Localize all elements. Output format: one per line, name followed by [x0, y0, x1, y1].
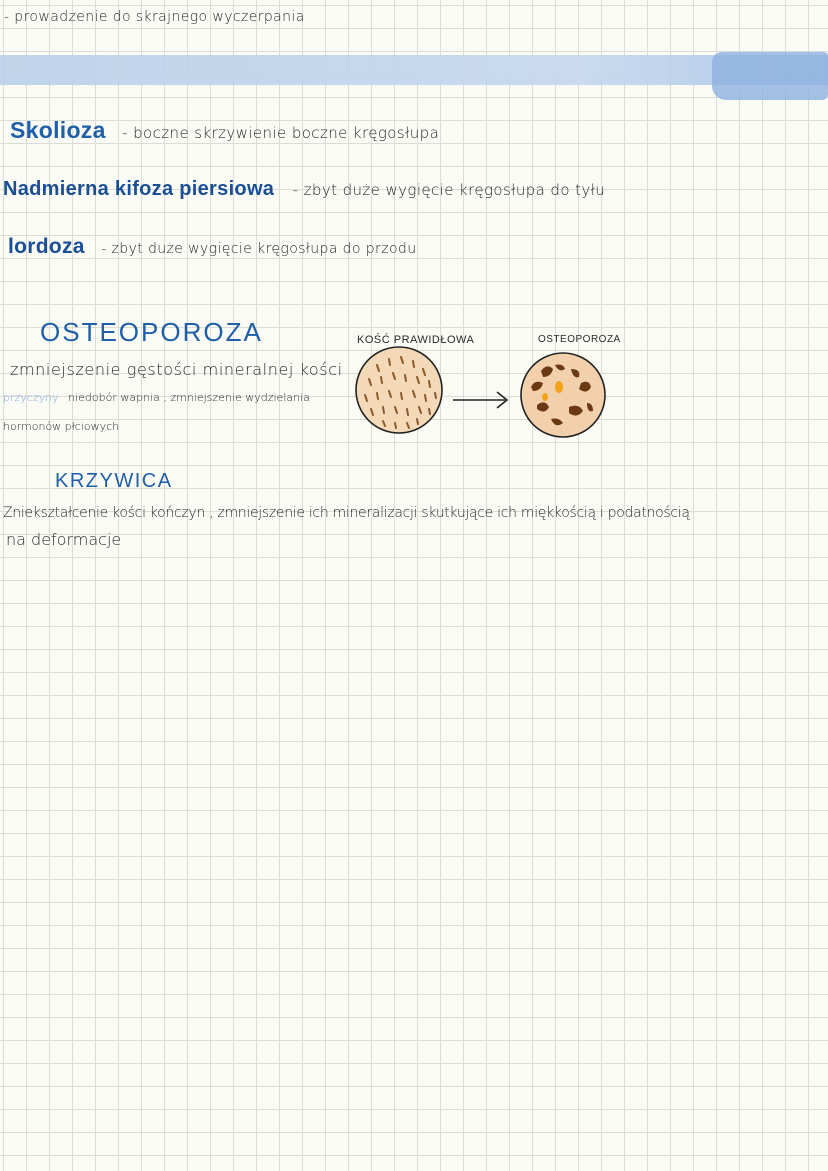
term-kyphosis: Nadmierna kifoza piersiowa: [3, 178, 275, 200]
osteoporosis-bone-label: OSTEOPOROZA: [538, 334, 621, 345]
highlighter-band: [0, 55, 828, 85]
definition-lordosis: - zbyt duże wygięcie kręgosłupa do przodu: [101, 241, 417, 257]
highlighter-end-mark: [712, 52, 828, 100]
osteoporotic-bone-illustration: [521, 353, 605, 437]
definition-scoliosis: - boczne skrzywienie boczne kręgosłupa: [122, 124, 440, 142]
bone-comparison-diagram: [355, 345, 615, 440]
osteoporosis-title: OSTEOPOROZA: [40, 317, 263, 347]
rickets-definition-line1: Zniekształcenie kości kończyn , zmniejszenie ich mineralizacji skutkujące ich miękkością i podatnością: [3, 505, 690, 521]
causes-text: niedobór wapnia , zmniejszenie wydzielania: [68, 391, 310, 404]
causes-label: przyczyny: [3, 391, 59, 404]
normal-bone-label: KOŚĆ PRAWIDŁOWA: [357, 334, 475, 346]
term-row-kyphosis: [3, 178, 605, 201]
normal-bone-illustration: [356, 347, 442, 433]
osteoporosis-causes: [3, 391, 310, 404]
term-row-lordosis: [8, 235, 416, 259]
term-row-scoliosis: [10, 117, 439, 144]
arrow-icon: [453, 392, 507, 408]
definition-kyphosis: - zbyt duże wygięcie kręgosłupa do tyłu: [292, 181, 606, 199]
rickets-definition-line2: na deformacje: [6, 530, 122, 549]
rickets-title: KRZYWICA: [55, 470, 173, 492]
term-scoliosis: Skolioza: [10, 117, 106, 143]
osteoporosis-definition: zmniejszenie gęstości mineralnej kości: [10, 360, 343, 379]
top-line: - prowadzenie do skrajnego wyczerpania: [4, 9, 305, 25]
term-lordosis: lordoza: [8, 235, 85, 258]
causes-text-2: hormonów płciowych: [3, 420, 120, 433]
